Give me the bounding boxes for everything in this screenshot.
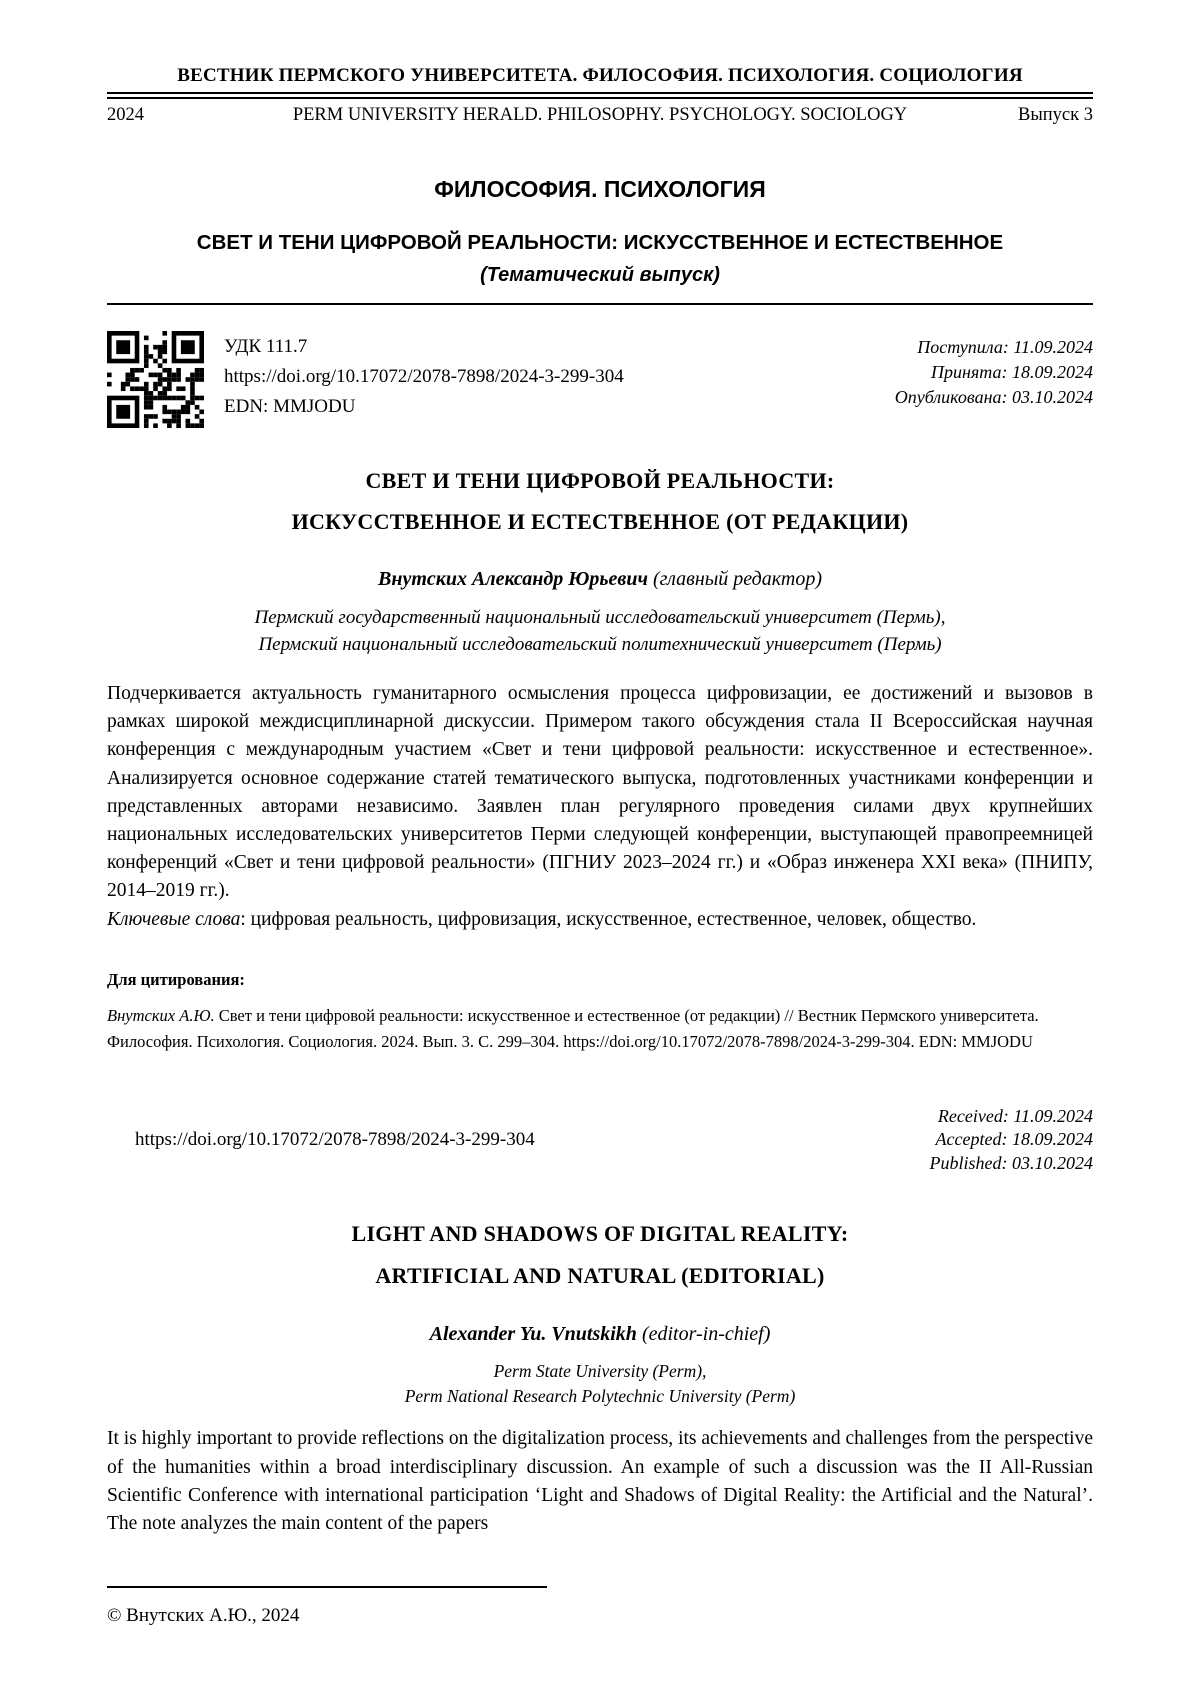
author-name-en: Alexander Yu. Vnutskikh [429, 1323, 637, 1346]
affiliations-ru [107, 604, 1093, 658]
footnote-rule [107, 1586, 547, 1588]
section-rule [107, 303, 1093, 305]
abstract-en: It is highly important to provide reflections on the digitalization process, its achievements and challenges from the perspective of the humanities within a broad interdisciplinary discussion. An example of such a discussion was the II All-Russian Scientific Conference with international participation ‘Light and Shadows of Digital Reality: the Artificial and the Natural’. The note analyzes the main content of the papers [107, 1428, 1093, 1534]
date-accepted-ru [895, 360, 1093, 385]
header-double-rule [107, 92, 1093, 99]
journal-title-ru: ВЕСТНИК ПЕРМСКОГО УНИВЕРСИТЕТА. ФИЛОСОФИЯ. ПСИХОЛОГИЯ. СОЦИОЛОГИЯ [177, 65, 1023, 86]
doi-ru: https://doi.org/10.17072/2078-7898/2024-3-299-304 [224, 366, 624, 387]
article-title-en-line1: LIGHT AND SHADOWS OF DIGITAL REALITY: [351, 1221, 849, 1247]
article-title-ru [107, 460, 1093, 542]
citation-heading: Для цитирования: [107, 969, 245, 989]
date-published-en-label: Published: [929, 1152, 1008, 1173]
citation-author: Внутских А.Ю. [107, 1005, 215, 1025]
date-received-ru-label: Поступила: [917, 337, 1009, 357]
udc-number: УДК 111.7 [224, 336, 308, 357]
affiliation-en-2: Perm National Research Polytechnic University (Perm) [404, 1385, 796, 1406]
date-received-ru-value: 11.09.2024 [1013, 337, 1093, 357]
abstract-ru-text: Подчеркивается актуальность гуманитарного осмысления процесса цифровизации, ее достижений и вызовов в рамках широкой междисциплинарной дискуссии. Примером такого обсуждения стала II Всероссийская научная конференция с международным участием «Свет и тени цифровой реальности: искусственное и естественное». Анализируется основное содержание статей тематического выпуска, подготовленных участниками конференции и представленных авторами независимо. Заявлен план регулярного проведения силами двух крупнейших национальных исследовательских университетов Перми следующей конференции, выступающей правопреемницей конференций «Свет и тени цифровой реальности» (ПГНИУ 2023–2024 гг.) и «Образ инженера XXI века» (ПНИПУ, 2014–2019 гг.). [107, 683, 1093, 902]
date-published-en-value: 03.10.2024 [1012, 1152, 1093, 1173]
citation-text [107, 1003, 1093, 1055]
theme-subtitle: (Тематический выпуск) [480, 264, 720, 286]
citation-body: Свет и тени цифровой реальности: искусственное и естественное (от редакции) // Вестник Пермского университета. Философия. Психология. Социология. 2024. Вып. 3. С. 299–304. https://doi.org/10.17072/2078-7898/2024-3-299-304. EDN: MMJODU [107, 1005, 1039, 1051]
keywords-list-ru: : цифровая реальность, цифровизация, искусственное, естественное, человек, общество. [240, 908, 977, 930]
keywords-label-ru: Ключевые слова [107, 908, 241, 930]
date-accepted-en [930, 1128, 1094, 1152]
affiliation-en-1: Perm State University (Perm), [493, 1361, 707, 1382]
affiliation-ru-1: Пермский государственный национальный исследовательский университет (Пермь), [254, 607, 946, 628]
article-identifiers [224, 329, 624, 422]
date-accepted-en-label: Accepted: [935, 1129, 1008, 1150]
date-accepted-ru-value: 18.09.2024 [1012, 362, 1093, 382]
author-role-ru: (главный редактор) [647, 568, 822, 590]
date-received-en-value: 11.09.2024 [1013, 1105, 1093, 1126]
article-meta-row-en [107, 1105, 1093, 1176]
date-received-en [930, 1105, 1094, 1129]
date-published-ru-label: Опубликована: [894, 387, 1008, 407]
journal-title-en: PERM UNIVERSITY HERALD. PHILOSOPHY. PSYCHOLOGY. SOCIOLOGY [292, 105, 908, 125]
qr-code-icon [107, 331, 204, 428]
theme-title: СВЕТ И ТЕНИ ЦИФРОВОЙ РЕАЛЬНОСТИ: ИСКУССТВЕННОЕ И ЕСТЕСТВЕННОЕ [196, 231, 1004, 254]
date-received-ru [895, 335, 1093, 360]
page-content [107, 64, 1093, 1627]
author-line-ru [107, 568, 1093, 591]
date-published-en [930, 1152, 1094, 1176]
date-published-ru [895, 385, 1093, 410]
article-title-en [107, 1213, 1093, 1297]
doi-en: https://doi.org/10.17072/2078-7898/2024-3-299-304 [135, 1129, 535, 1151]
journal-issue: Выпуск 3 [1018, 105, 1093, 125]
article-title-ru-line1: СВЕТ И ТЕНИ ЦИФРОВОЙ РЕАЛЬНОСТИ: [365, 468, 835, 493]
affiliations-en [107, 1359, 1093, 1408]
author-role-en: (editor-in-chief) [636, 1323, 771, 1346]
journal-subhead-row [107, 99, 1093, 126]
dates-en [930, 1105, 1094, 1176]
author-line-en [107, 1323, 1093, 1346]
author-name-ru: Внутских Александр Юрьевич [378, 568, 648, 590]
copyright-line: © Внутских А.Ю., 2024 [107, 1605, 300, 1627]
date-published-ru-value: 03.10.2024 [1012, 387, 1093, 407]
edn-ru: EDN: MMJODU [224, 396, 356, 417]
article-title-ru-line2: ИСКУССТВЕННОЕ И ЕСТЕСТВЕННОЕ (ОТ РЕДАКЦИИ) [291, 509, 909, 534]
affiliation-ru-2: Пермский национальный исследовательский политехнический университет (Пермь) [258, 634, 942, 655]
section-heading: ФИЛОСОФИЯ. ПСИХОЛОГИЯ [434, 176, 766, 202]
keywords-ru [107, 906, 1093, 934]
article-meta-row [107, 329, 1093, 428]
qr-code-svg [107, 331, 204, 428]
dates-ru [895, 329, 1093, 410]
date-received-en-label: Received: [937, 1105, 1009, 1126]
article-title-en-line2: ARTIFICIAL AND NATURAL (EDITORIAL) [375, 1263, 825, 1289]
abstract-ru [107, 680, 1093, 934]
journal-year: 2024 [107, 105, 144, 125]
date-accepted-ru-label: Принята: [930, 362, 1008, 382]
date-accepted-en-value: 18.09.2024 [1012, 1129, 1093, 1150]
